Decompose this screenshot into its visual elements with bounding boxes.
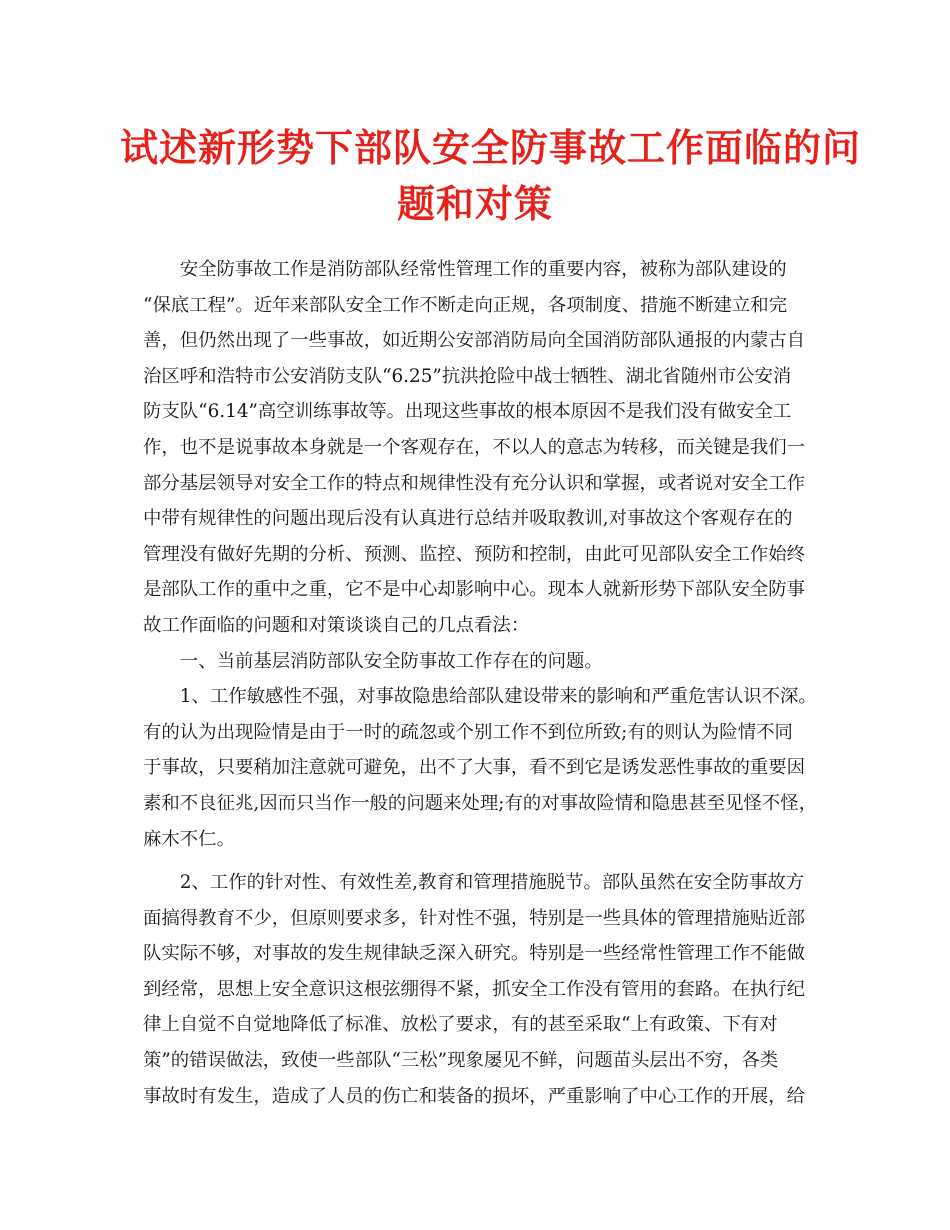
- text-line: 善，但仍然出现了一些事故，如近期公安部消防局向全国消防部队通报的内蒙古自: [143, 330, 806, 352]
- text-line: 故工作面临的问题和对策谈谈自己的几点看法：: [143, 614, 530, 636]
- document-title: [120, 120, 862, 232]
- text-line: 安全防事故工作是消防部队经常性管理工作的重要内容，被称为部队建设的: [179, 259, 787, 280]
- document-body: [143, 252, 818, 1114]
- paragraph-point-2: [143, 865, 813, 1114]
- text-line: 麻木不仁。: [143, 828, 235, 850]
- paragraph-intro: [143, 252, 813, 644]
- text-line: 1、工作敏感性不强，对事故隐患给部队建设带来的影响和严重危害认识不深。: [179, 686, 817, 708]
- text-line: 面搞得教育不少，但原则要求多，针对性不强，特别是一些具体的管理措施贴近部: [143, 907, 806, 929]
- text-line: 部分基层领导对安全工作的特点和规律性没有充分认识和掌握，或者说对安全工作: [143, 472, 806, 494]
- text-line: 有的认为出现险情是由于一时的疏忽或个别工作不到位所致;有的则认为险情不同: [143, 721, 793, 743]
- text-line: 一、当前基层消防部队安全防事故工作存在的问题。: [179, 650, 603, 672]
- text-line: 治区呼和浩特市公安消防支队“6.25”抗洪抢险中战士牺牲、湖北省随州市公安消: [143, 365, 792, 387]
- section-heading-1: [143, 644, 813, 680]
- text-line: 队实际不够，对事故的发生规律缺乏深入研究。特别是一些经常性管理工作不能做: [143, 943, 806, 965]
- text-line: 作，也不是说事故本身就是一个客观存在，不以人的意志为转移，而关键是我们一: [143, 436, 806, 458]
- text-line: 素和不良征兆,因而只当作一般的问题来处理;有的对事故险情和隐患甚至见怪不怪，: [143, 792, 818, 814]
- paragraph-point-1: [143, 679, 818, 857]
- text-line: 中带有规律性的问题出现后没有认真进行总结并吸取教训,对事故这个客观存在的: [143, 508, 793, 530]
- text-line: 防支队“6.14”高空训练事故等。出现这些事故的根本原因不是我们没有做安全工: [143, 401, 792, 423]
- text-line: 律上自觉不自觉地降低了标准、放松了要求，有的甚至采取“上有政策、下有对: [143, 1014, 778, 1036]
- text-line: 2、工作的针对性、有效性差,教育和管理措施脱节。部队虽然在安全防事故方: [179, 872, 805, 894]
- text-line: 是部队工作的重中之重，它不是中心却影响中心。现本人就新形势下部队安全防事: [143, 579, 806, 601]
- text-line: 策”的错误做法，致使一些部队“三松”现象屡见不鲜，问题苗头层出不穷，各类: [143, 1050, 779, 1072]
- text-line: “保底工程”。近年来部队安全工作不断走向正规，各项制度、措施不断建立和完: [143, 294, 788, 316]
- title-line: 试述新形势下部队安全防事故工作面临的问: [120, 125, 862, 170]
- title-line: 题和对策: [396, 181, 553, 226]
- text-line: 于事故，只要稍加注意就可避免，出不了大事，看不到它是诱发恶性事故的重要因: [143, 757, 806, 779]
- text-line: 事故时有发生，造成了人员的伤亡和装备的损坏，严重影响了中心工作的开展，给: [143, 1085, 806, 1107]
- text-line: 到经常，思想上安全意识这根弦绷得不紧，抓安全工作没有管用的套路。在执行纪: [143, 978, 806, 1000]
- text-line: 管理没有做好先期的分析、预测、监控、预防和控制，由此可见部队安全工作始终: [143, 543, 806, 565]
